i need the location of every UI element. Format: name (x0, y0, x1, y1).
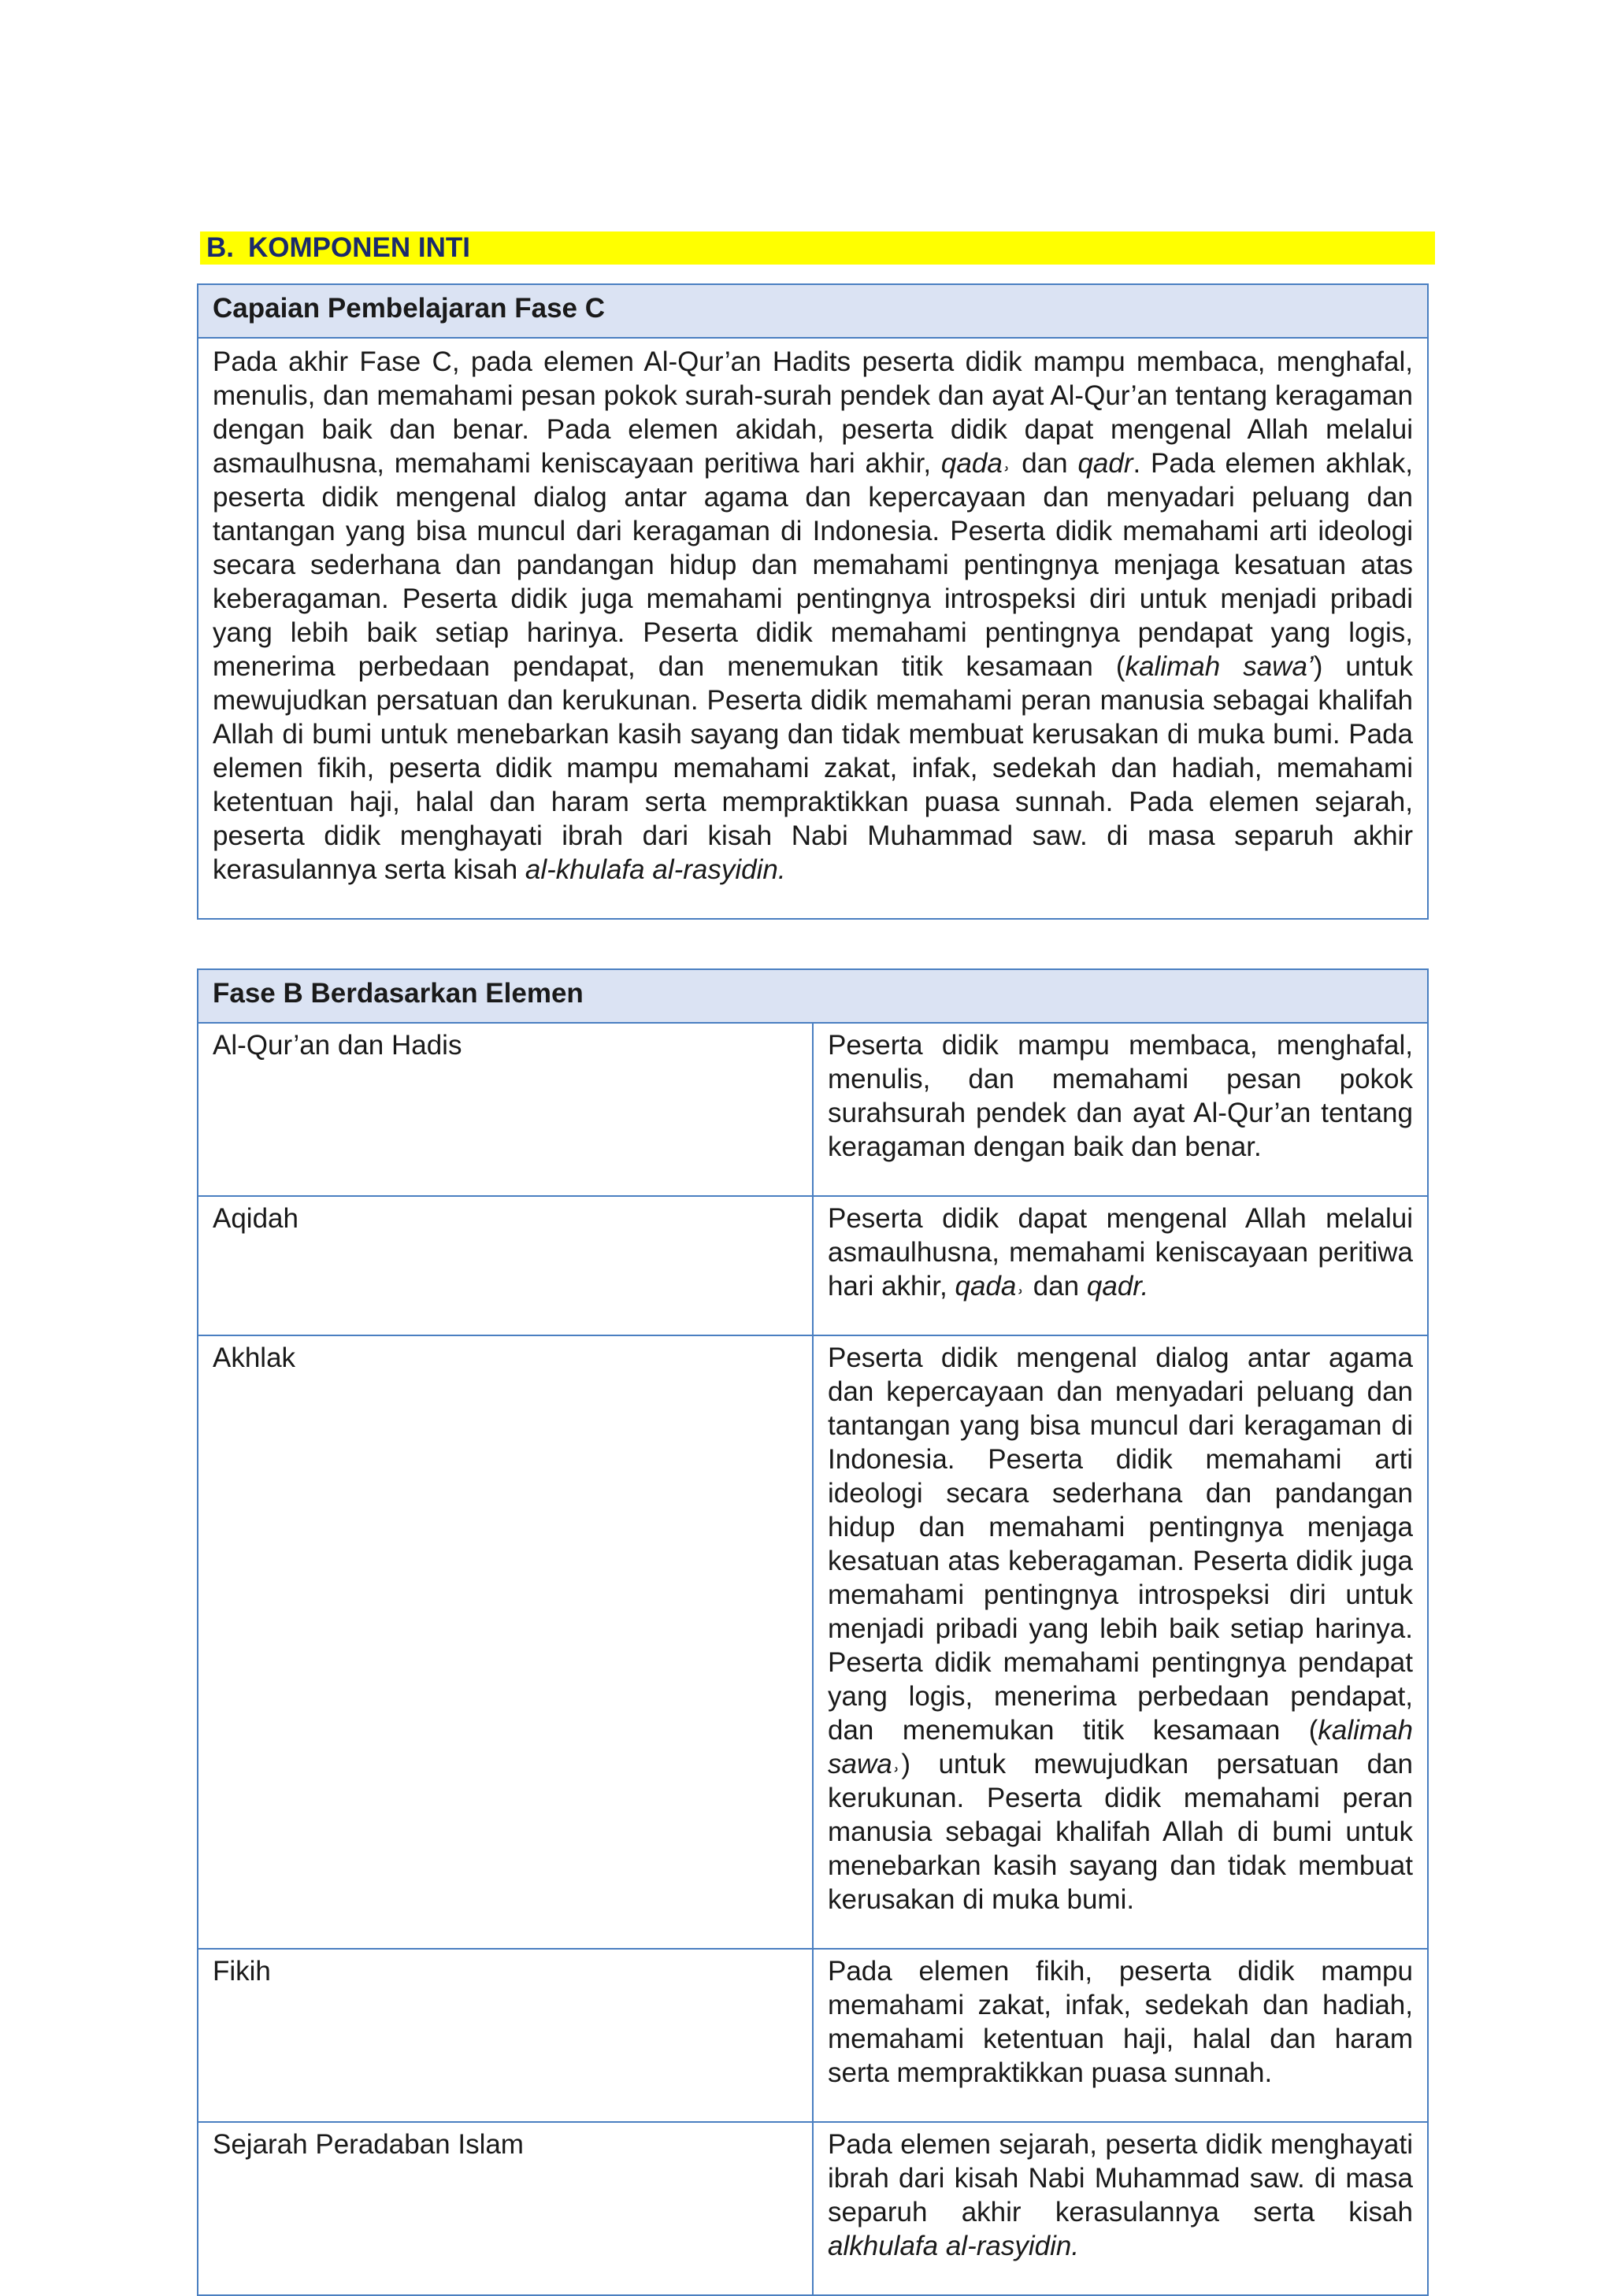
capaian-table (197, 283, 1429, 920)
capaian-qada: qada˒ (940, 448, 1012, 479)
capaian-text-3: ) untuk mewujudkan persatuan dan kerukunan. Peserta didik memahami peran manusia sebagai khalifah Allah di bumi untuk menebarkan kasih sayang dan tidak membuat kerusakan di muka bumi. Pada elemen fikih, peserta didik mampu memahami zakat, infak, sedekah dan hadiah, memahami ketentuan haji, halal dan haram serta mempraktikkan puasa sunnah. Pada elemen sejarah, peserta didik menghayati ibrah dari kisah Nabi Muhammad saw. di masa separuh akhir kerasulannya serta kisah (213, 651, 1413, 885)
table-row (198, 1949, 1428, 2122)
section-number: B. (206, 232, 234, 263)
element-description: Peserta didik mampu membaca, menghafal, menulis, dan memahami pesan pokok surahsurah pendek dan ayat Al-Qur’an tentang keragaman dengan baik dan benar. (813, 1023, 1428, 1196)
element-description: Pada elemen fikih, peserta didik mampu memahami zakat, infak, sedekah dan hadiah, memahami ketentuan haji, halal dan haram serta mempraktikkan puasa sunnah. (813, 1949, 1428, 2122)
section-heading (200, 231, 1435, 265)
elemen-header: Fase B Berdasarkan Elemen (198, 969, 1428, 1023)
sejarah-khulafa: alkhulafa al-rasyidin. (828, 2231, 1080, 2261)
capaian-kalimah: kalimah sawa’ (1125, 651, 1314, 682)
elemen-table (197, 968, 1429, 2296)
table-row (198, 1023, 1428, 1196)
aqidah-text: Peserta didik dapat mengenal Allah melalui asmaulhusna, memahami keniscayaan peritiwa hari akhir, (828, 1203, 1413, 1302)
section-title: KOMPONEN INTI (248, 232, 470, 263)
akhlak-text-2: ) untuk mewujudkan persatuan dan kerukunan. Peserta didik memahami peran manusia sebagai khalifah Allah di bumi untuk menebarkan kasih sayang dan tidak membuat kerusakan di muka bumi. (828, 1749, 1413, 1915)
capaian-body (198, 338, 1428, 919)
sejarah-text: Pada elemen sejarah, peserta didik menghayati ibrah dari kisah Nabi Muhammad saw. di masa separuh akhir kerasulannya serta kisah (828, 2129, 1413, 2227)
capaian-text-2: . Pada elemen akhlak, peserta didik mengenal dialog antar agama dan kepercayaan dan menyadari peluang dan tantangan yang bisa muncul dari keragaman di Indonesia. Peserta didik memahami arti ideologi secara sederhana dan pandangan hidup dan memahami pentingnya menjaga kesatuan atas keberagaman. Peserta didik juga memahami pentingnya introspeksi diri untuk menjadi pribadi yang lebih baik setiap harinya. Peserta didik memahami pentingnya pendapat yang logis, menerima perbedaan pendapat, dan menemukan titik kesamaan ( (213, 448, 1414, 682)
capaian-header: Capaian Pembelajaran Fase C (198, 284, 1428, 338)
aqidah-dan: dan (1033, 1271, 1080, 1302)
table-row (198, 1196, 1428, 1335)
element-description (813, 2122, 1428, 2295)
element-label: Akhlak (198, 1335, 813, 1949)
element-label: Fikih (198, 1949, 813, 2122)
aqidah-qadr: qadr. (1086, 1271, 1149, 1302)
element-label: Sejarah Peradaban Islam (198, 2122, 813, 2295)
aqidah-qada: qada˒ (955, 1271, 1026, 1302)
element-description (813, 1335, 1428, 1949)
capaian-text-1: Pada akhir Fase C, pada elemen Al-Qur’an Hadits peserta didik mampu membaca, menghafal, menulis, dan memahami pesan pokok surah-surah pendek dan ayat Al-Qur’an tentang keragaman dengan baik dan benar. Pada elemen akidah, peserta didik dapat mengenal Allah melalui asmaulhusna, memahami keniscayaan peritiwa hari akhir, (213, 346, 1413, 479)
element-label: Al-Qur’an dan Hadis (198, 1023, 813, 1196)
capaian-dan: dan (1022, 448, 1068, 479)
capaian-khulafa: al-khulafa al-rasyidin. (525, 854, 786, 885)
capaian-qadr: qadr (1077, 448, 1133, 479)
table-row (198, 1335, 1428, 1949)
element-label: Aqidah (198, 1196, 813, 1335)
element-description (813, 1196, 1428, 1335)
akhlak-kalimah: kalimah sawa˒ (828, 1715, 1413, 1779)
akhlak-text-1: Peserta didik mengenal dialog antar agama dan kepercayaan dan menyadari peluang dan tantangan yang bisa muncul dari keragaman di Indonesia. Peserta didik memahami arti ideologi secara sederhana dan pandangan hidup dan memahami pentingnya menjaga kesatuan atas keberagaman. Peserta didik juga memahami pentingnya introspeksi diri untuk menjadi pribadi yang lebih baik setiap harinya. Peserta didik memahami pentingnya pendapat yang logis, menerima perbedaan pendapat, dan menemukan titik kesamaan ( (828, 1342, 1413, 1746)
table-row (198, 2122, 1428, 2295)
